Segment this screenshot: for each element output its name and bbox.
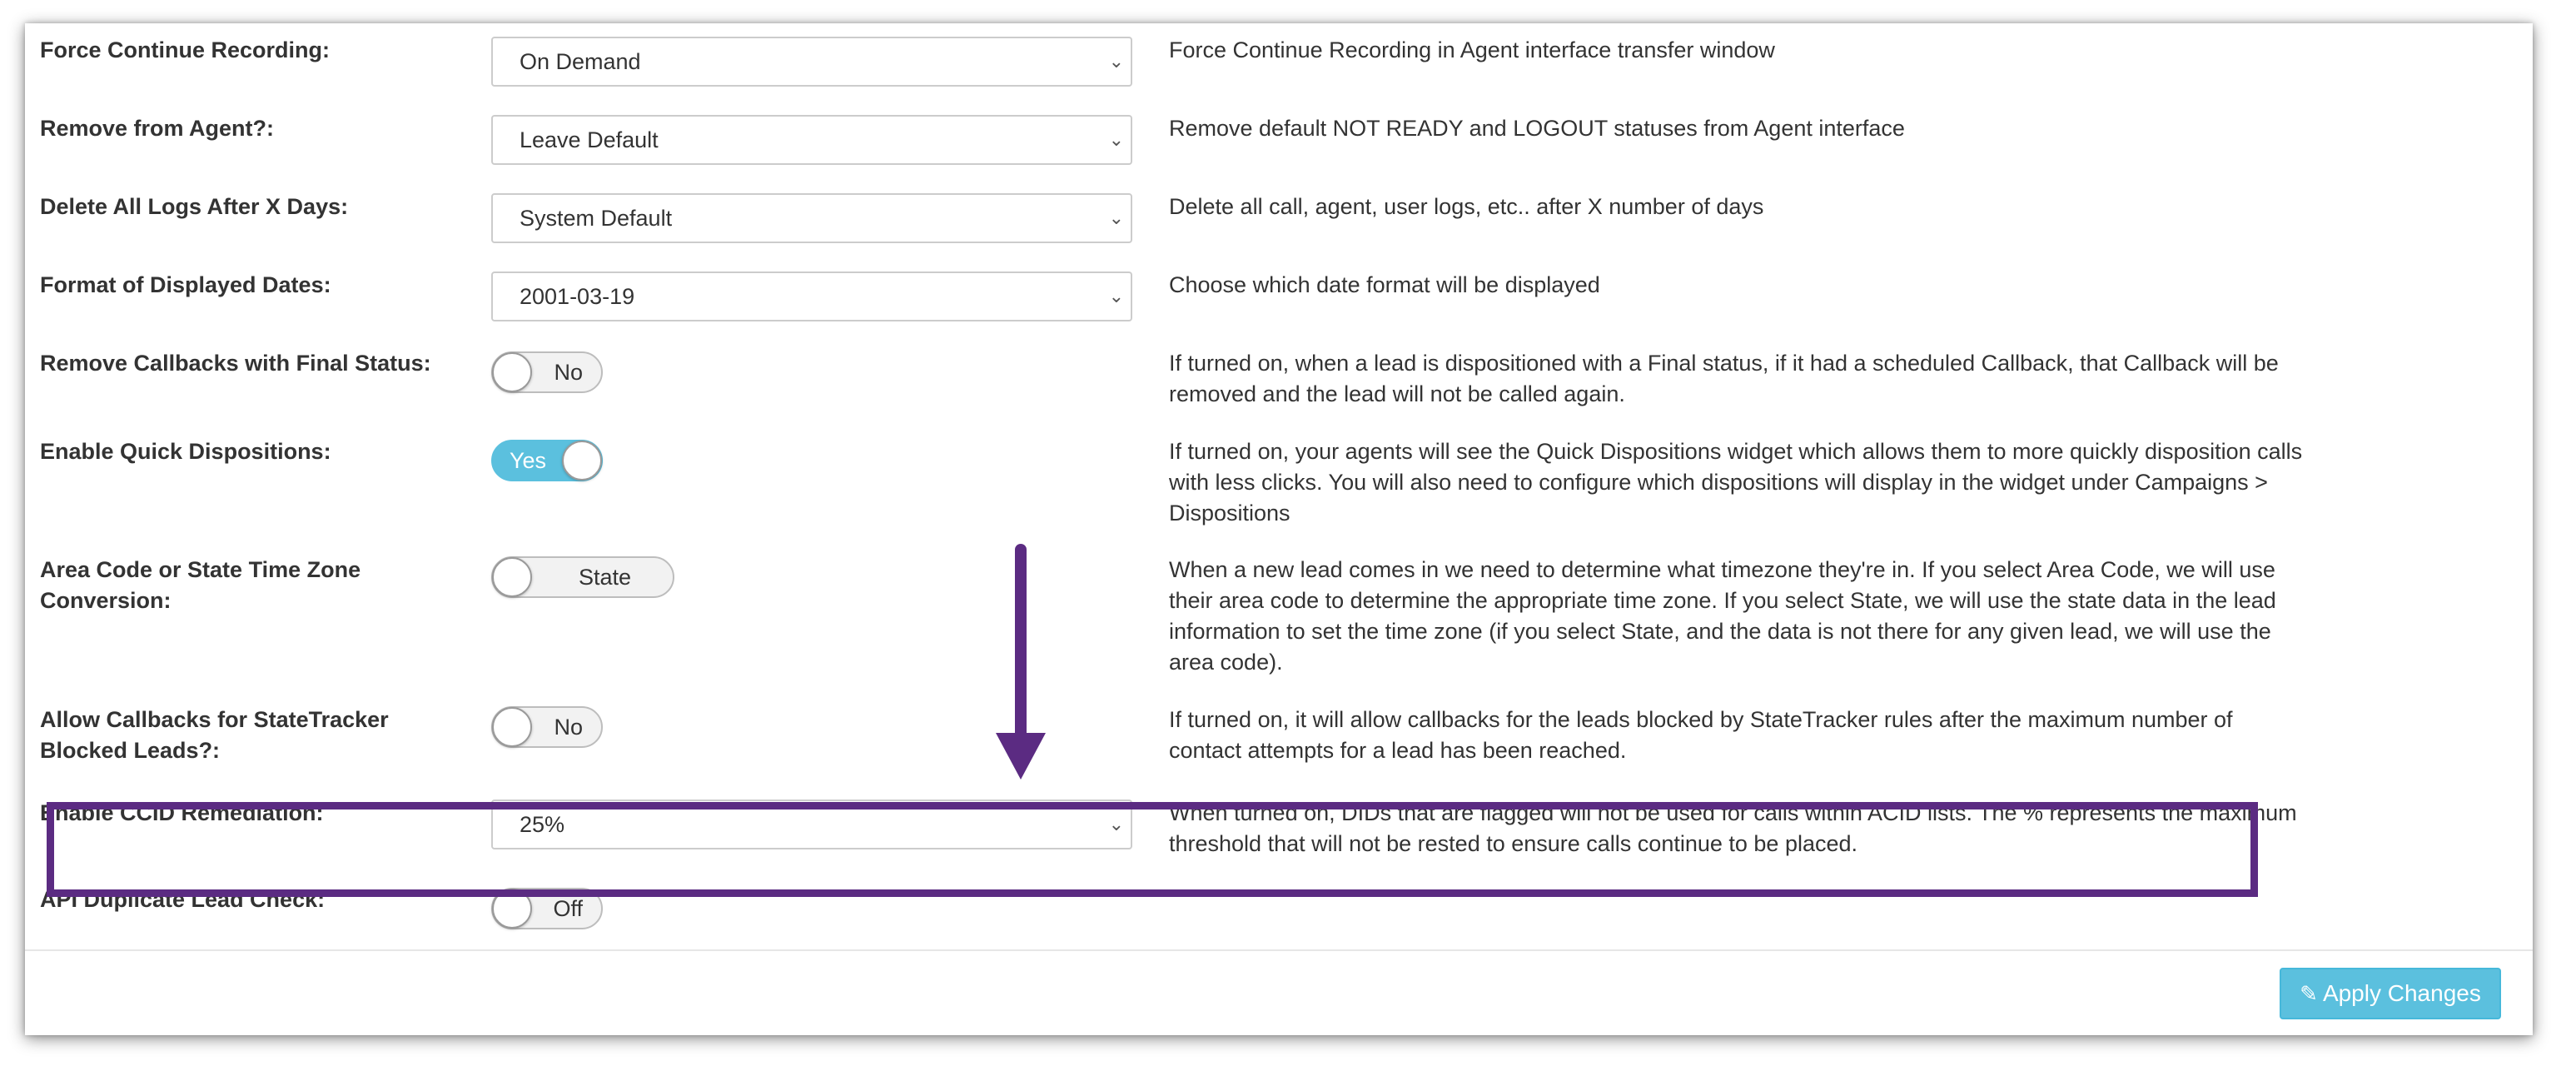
- toggle-label: No: [554, 360, 583, 385]
- chevron-down-icon: ⌄: [1108, 286, 1124, 306]
- select-value: Leave Default: [520, 127, 659, 152]
- setting-label-quick-dispositions: Enable Quick Dispositions:: [40, 439, 331, 464]
- setting-description: When turned on, DIDs that are flagged will not be used for calls within ACID lists. The % represents the maximum threshold that will not be rested to ensure calls continue to be placed.: [1169, 800, 2297, 856]
- setting-description: If turned on, when a lead is dispositioned with a Final status, if it had a scheduled Callback, that Callback will be removed and the lead will not be called again.: [1169, 351, 2279, 406]
- toggle-label: State: [578, 565, 631, 590]
- setting-label-statetracker-callbacks: Allow Callbacks for StateTracker Blocked Leads?:: [40, 707, 389, 763]
- setting-label-remove-from-agent: Remove from Agent?:: [40, 116, 275, 141]
- toggle-label: Yes: [510, 448, 547, 473]
- setting-label-ccid-remediation: Enable CCID Remediation:: [40, 800, 324, 825]
- setting-description: If turned on, your agents will see the Quick Dispositions widget which allows them to more quickly disposition calls with less clicks. You will also need to configure which dispositions will display in the widget under Campaigns > Dispositions: [1169, 439, 2303, 526]
- toggle-label: No: [554, 715, 583, 740]
- setting-description: Choose which date format will be displayed: [1169, 272, 1600, 297]
- apply-changes-label: Apply Changes: [2322, 980, 2481, 1006]
- chevron-down-icon: ⌄: [1108, 207, 1124, 228]
- setting-label-date-format: Format of Displayed Dates:: [40, 272, 331, 297]
- setting-label-remove-callbacks: Remove Callbacks with Final Status:: [40, 351, 431, 376]
- chevron-down-icon: ⌄: [1108, 814, 1124, 834]
- setting-label-force-continue-recording: Force Continue Recording:: [40, 37, 331, 62]
- chevron-down-icon: ⌄: [1108, 51, 1124, 72]
- select-value: System Default: [520, 206, 673, 231]
- toggle-label: Off: [553, 896, 583, 921]
- setting-description: Force Continue Recording in Agent interface transfer window: [1169, 37, 1775, 62]
- setting-label-timezone-conversion: Area Code or State Time Zone Conversion:: [40, 557, 361, 613]
- setting-label-delete-logs: Delete All Logs After X Days:: [40, 194, 349, 219]
- setting-description: Delete all call, agent, user logs, etc.. after X number of days: [1169, 194, 1764, 219]
- settings-panel: [25, 23, 2533, 1035]
- select-value: On Demand: [520, 49, 641, 74]
- setting-description: If turned on, it will allow callbacks for the leads blocked by StateTracker rules after the maximum number of contact attempts for a lead has been reached.: [1169, 707, 2233, 763]
- select-value: 25%: [520, 812, 565, 837]
- select-value: 2001-03-19: [520, 284, 635, 309]
- setting-description: Remove default NOT READY and LOGOUT statuses from Agent interface: [1169, 116, 1905, 141]
- annotation-arrow: [25, 23, 2533, 1035]
- chevron-down-icon: ⌄: [1108, 129, 1124, 150]
- setting-label-api-duplicate-check: API Duplicate Lead Check:: [40, 887, 326, 912]
- setting-description: When a new lead comes in we need to determine what timezone they're in. If you select Area Code, we will use their area code to determine the appropriate time zone. If you select State, we will use the state data in the lead information to set the time zone (if you select State, and the data is not there for any given lead, we will use the area code).: [1169, 557, 2276, 675]
- edit-icon: ✎: [2300, 981, 2318, 1006]
